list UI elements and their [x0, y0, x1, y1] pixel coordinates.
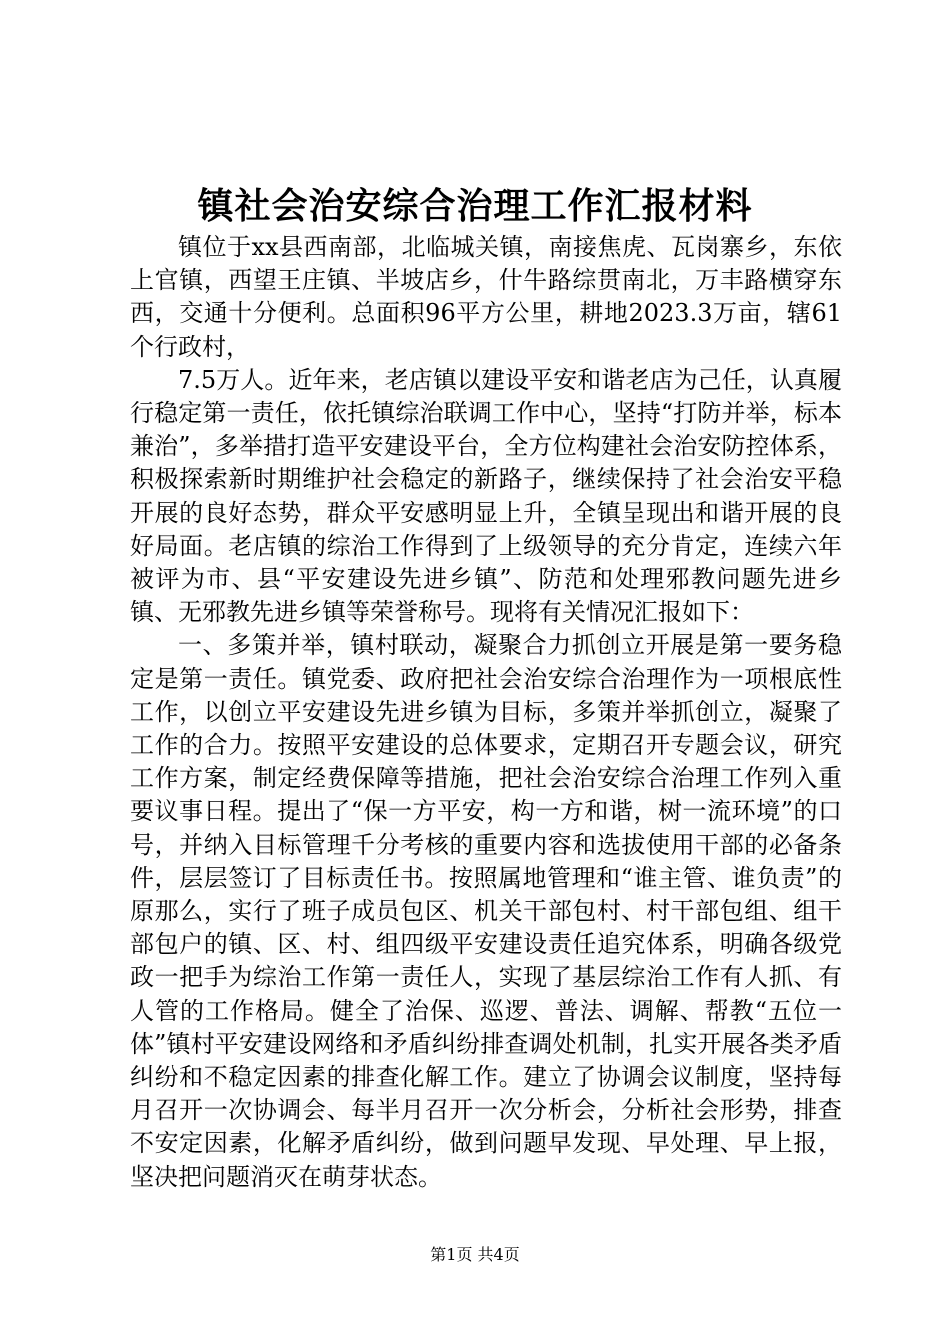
document-body	[130, 231, 842, 1194]
paragraph-intro: 镇位于xx县西南部，北临城关镇，南接焦虎、瓦岗寨乡，东依上官镇，西望王庄镇、半坡店乡，什牛路综贯南北，万丰路横穿东西，交通十分便利。总面积96平方公里，耕地2023.3万亩，辖61个行政村，	[130, 233, 842, 361]
page-number: 第1页 共4页	[430, 1245, 520, 1264]
document-title: 镇社会治安综合治理工作汇报材料	[197, 186, 753, 227]
paragraph-overview: 7.5万人。近年来，老店镇以建设平安和谐老店为己任，认真履行稳定第一责任，依托镇综治联调工作中心，坚持“打防并举，标本兼治”，多举措打造平安建设平台，全方位构建社会治安防控体系，积极探索新时期维护社会稳定的新路子，继续保持了社会治安平稳开展的良好态势，群众平安感明显上升，全镇呈现出和谐开展的良好局面。老店镇的综治工作得到了上级领导的充分肯定，连续六年被评为市、县“平安建设先进乡镇”、防范和处理邪教问题先进乡镇、无邪教先进乡镇等荣誉称号。现将有关情况汇报如下：	[130, 365, 842, 627]
page-footer	[0, 1244, 950, 1266]
paragraph-section-one: 一、多策并举，镇村联动，凝聚合力抓创立开展是第一要务稳定是第一责任。镇党委、政府把社会治安综合治理作为一项根底性工作，以创立平安建设先进乡镇为目标，多策并举抓创立，凝聚了工作的合力。按照平安建设的总体要求，定期召开专题会议，研究工作方案，制定经费保障等措施，把社会治安综合治理工作列入重要议事日程。提出了“保一方平安，构一方和谐，树一流环境”的口号，并纳入目标管理千分考核的重要内容和选拔使用干部的必备条件，层层签订了目标责任书。按照属地管理和“谁主管、谁负责”的原那么，实行了班子成员包区、机关干部包村、村干部包组、组干部包户的镇、区、村、组四级平安建设责任追究体系，明确各级党政一把手为综治工作第一责任人，实现了基层综治工作有人抓、有人管的工作格局。健全了治保、巡逻、普法、调解、帮教“五位一体”镇村平安建设网络和矛盾纠纷排查调处机制，扎实开展各类矛盾纠纷和不稳定因素的排查化解工作。建立了协调会议制度，坚持每月召开一次协调会、每半月召开一次分析会，分析社会形势，排查不安定因素，化解矛盾纠纷，做到问题早发现、早处理、早上报，坚决把问题消灭在萌芽状态。	[130, 631, 842, 1191]
